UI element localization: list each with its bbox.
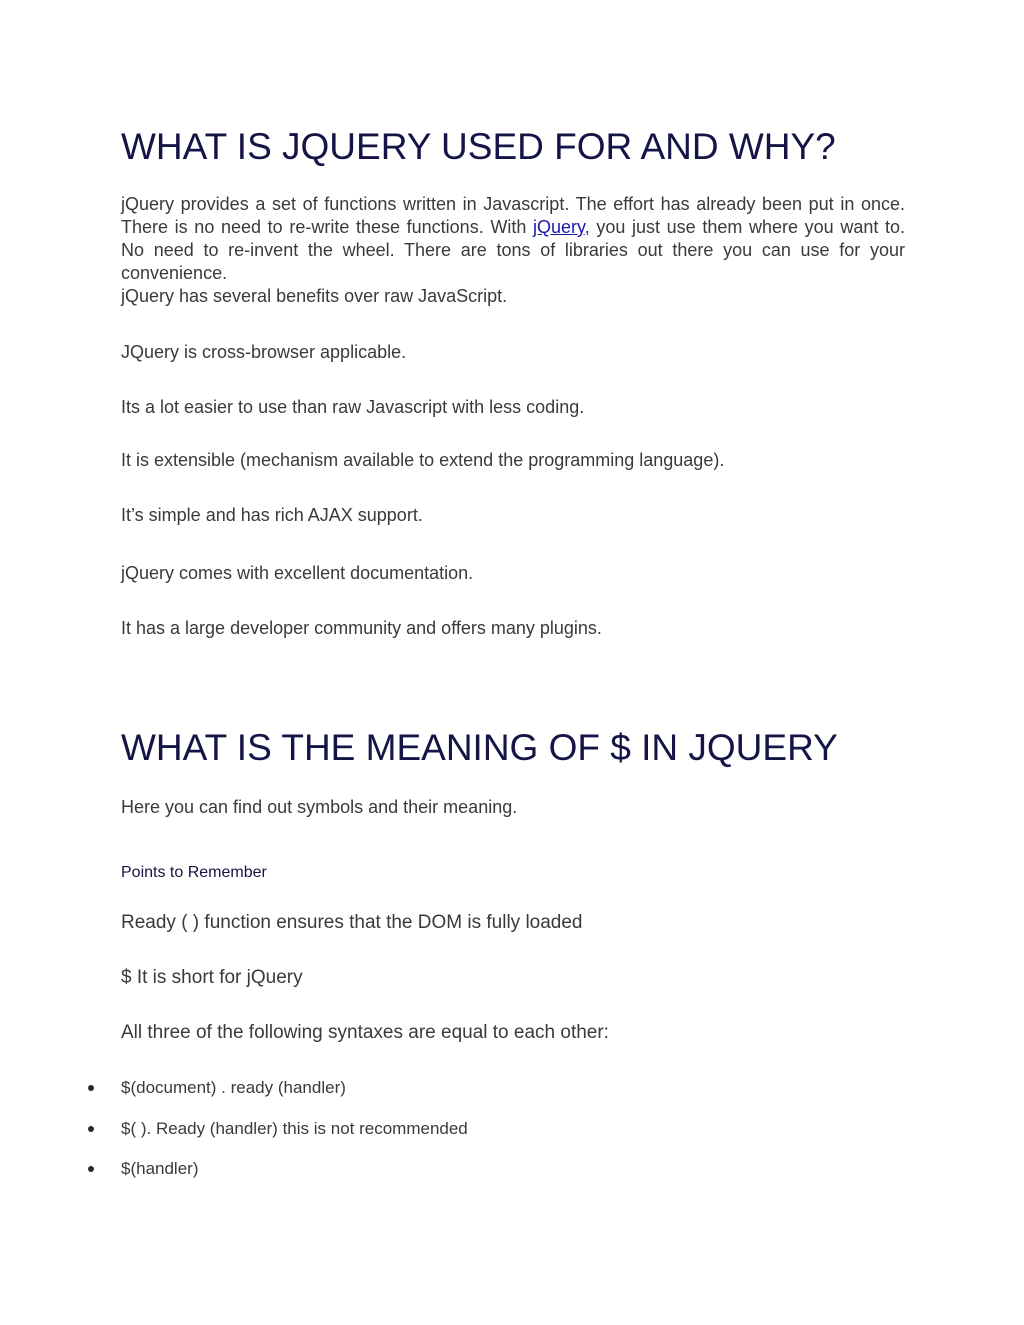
bullet-dot-icon — [88, 1166, 94, 1172]
benefit-point: It is extensible (mechanism available to extend the programming language). — [121, 450, 725, 470]
benefit-point: JQuery is cross-browser applicable. — [121, 342, 407, 362]
section-heading-dollar-meaning: WHAT IS THE MEANING OF $ IN JQUERY — [121, 727, 838, 768]
remember-point: Ready ( ) function ensures that the DOM is fully loaded — [121, 912, 583, 933]
section-heading-jquery-uses: WHAT IS JQUERY USED FOR AND WHY? — [121, 126, 836, 167]
remember-point: All three of the following syntaxes are equal to each other: — [121, 1022, 609, 1043]
benefit-point: It’s simple and has rich AJAX support. — [121, 505, 423, 525]
intro-text-after-link: , you just use them where you want to. No need to re-invent the wheel. There are tons of libraries out there you can use for your convenience. — [121, 217, 906, 283]
remember-point: $ It is short for jQuery — [121, 967, 303, 988]
bullet-dot-icon — [88, 1126, 94, 1132]
intro-text-before-link: jQuery provides a set of functions written in Javascript. The effort has already been put in once. There is no need to re-write these functions. With — [121, 194, 905, 237]
jquery-link[interactable]: jQuery — [533, 217, 585, 237]
benefit-point: It has a large developer community and offers many plugins. — [121, 618, 602, 638]
benefit-point: jQuery comes with excellent documentation. — [121, 563, 474, 583]
section2-intro: Here you can find out symbols and their meaning. — [121, 797, 518, 817]
points-to-remember-subheading: Points to Remember — [121, 864, 267, 881]
intro-benefits-line: jQuery has several benefits over raw JavaScript. — [121, 286, 508, 306]
syntax-text: $( ). Ready (handler) this is not recommended — [121, 1119, 468, 1138]
bullet-dot-icon — [88, 1085, 94, 1091]
intro-paragraph — [121, 193, 905, 308]
syntax-text: $(handler) — [121, 1159, 199, 1178]
syntax-text: $(document) . ready (handler) — [121, 1078, 346, 1097]
benefit-point: Its a lot easier to use than raw Javascript with less coding. — [121, 397, 585, 417]
